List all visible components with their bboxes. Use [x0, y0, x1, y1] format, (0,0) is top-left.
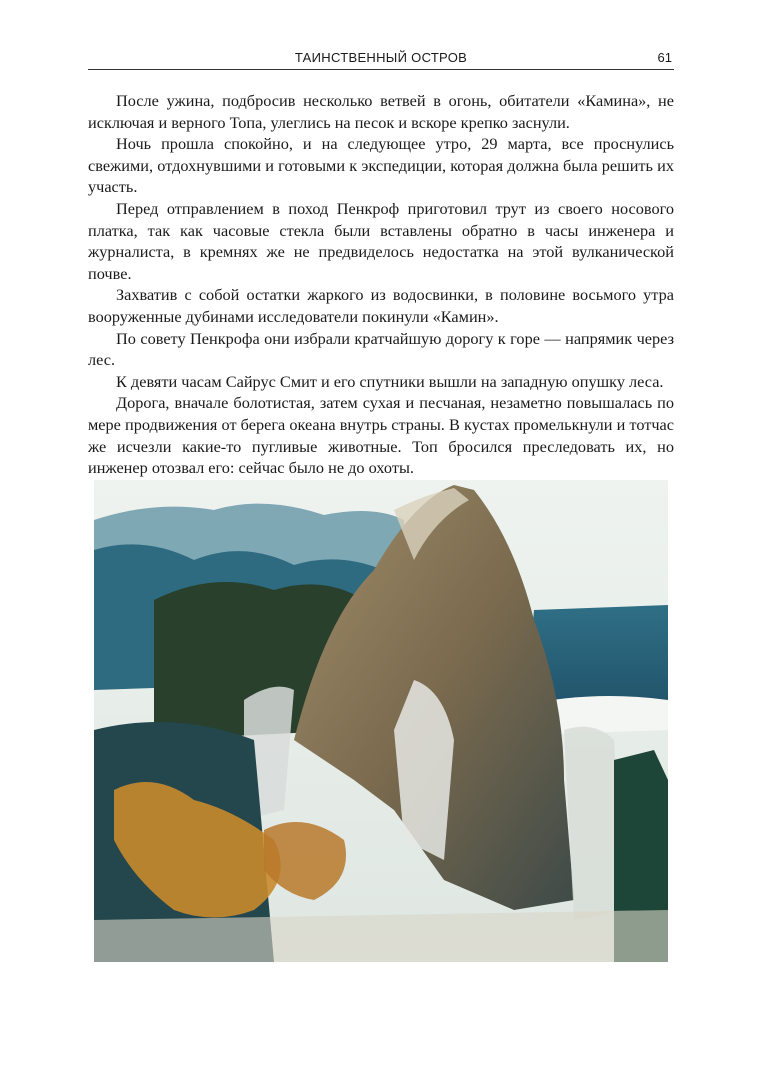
paragraph: К девяти часам Сайрус Смит и его спутники вышли на западную опушку леса.	[116, 371, 664, 391]
running-header	[88, 50, 674, 70]
paragraph: Перед отправлением в поход Пенкроф приготовил трут из своего носового платка, так как часовые стекла были вставлены обратно в часы инженера и журналиста, в кремнях же не предвиделось недостатка на этой вулканической почве.	[88, 198, 674, 283]
header-rule	[88, 69, 674, 70]
page-number: 61	[657, 50, 672, 65]
paragraph: После ужина, подбросив несколько ветвей в огонь, обитатели «Камина», не исключая и верного Топа, улеглись на песок и вскоре крепко заснули.	[88, 91, 674, 132]
mountain-illustration	[94, 480, 668, 962]
body-text	[88, 90, 674, 479]
paragraph: По совету Пенкрофа они избрали кратчайшую дорогу к горе — напрямик через лес.	[88, 328, 674, 370]
paragraph: Захватив с собой остатки жаркого из водосвинки, в половине восьмого утра вооруженные дубинами исследователи покинули «Камин».	[88, 285, 674, 326]
book-title: ТАИНСТВЕННЫЙ ОСТРОВ	[294, 50, 468, 65]
paragraph: Дорога, вначале болотистая, затем сухая и песчаная, незаметно повышалась по мере продвижения от берега океана внутрь страны. В кустах промелькнули и тотчас же исчезли какие-то пугливые животные. Топ бросился преследовать их, но инженер отозвал его: сейчас было не до охоты.	[88, 393, 674, 478]
paragraph: Ночь прошла спокойно, и на следующее утро, 29 марта, все проснулись свежими, отдохнувшими и готовыми к экспедиции, которая должна была решить их участь.	[88, 134, 674, 197]
